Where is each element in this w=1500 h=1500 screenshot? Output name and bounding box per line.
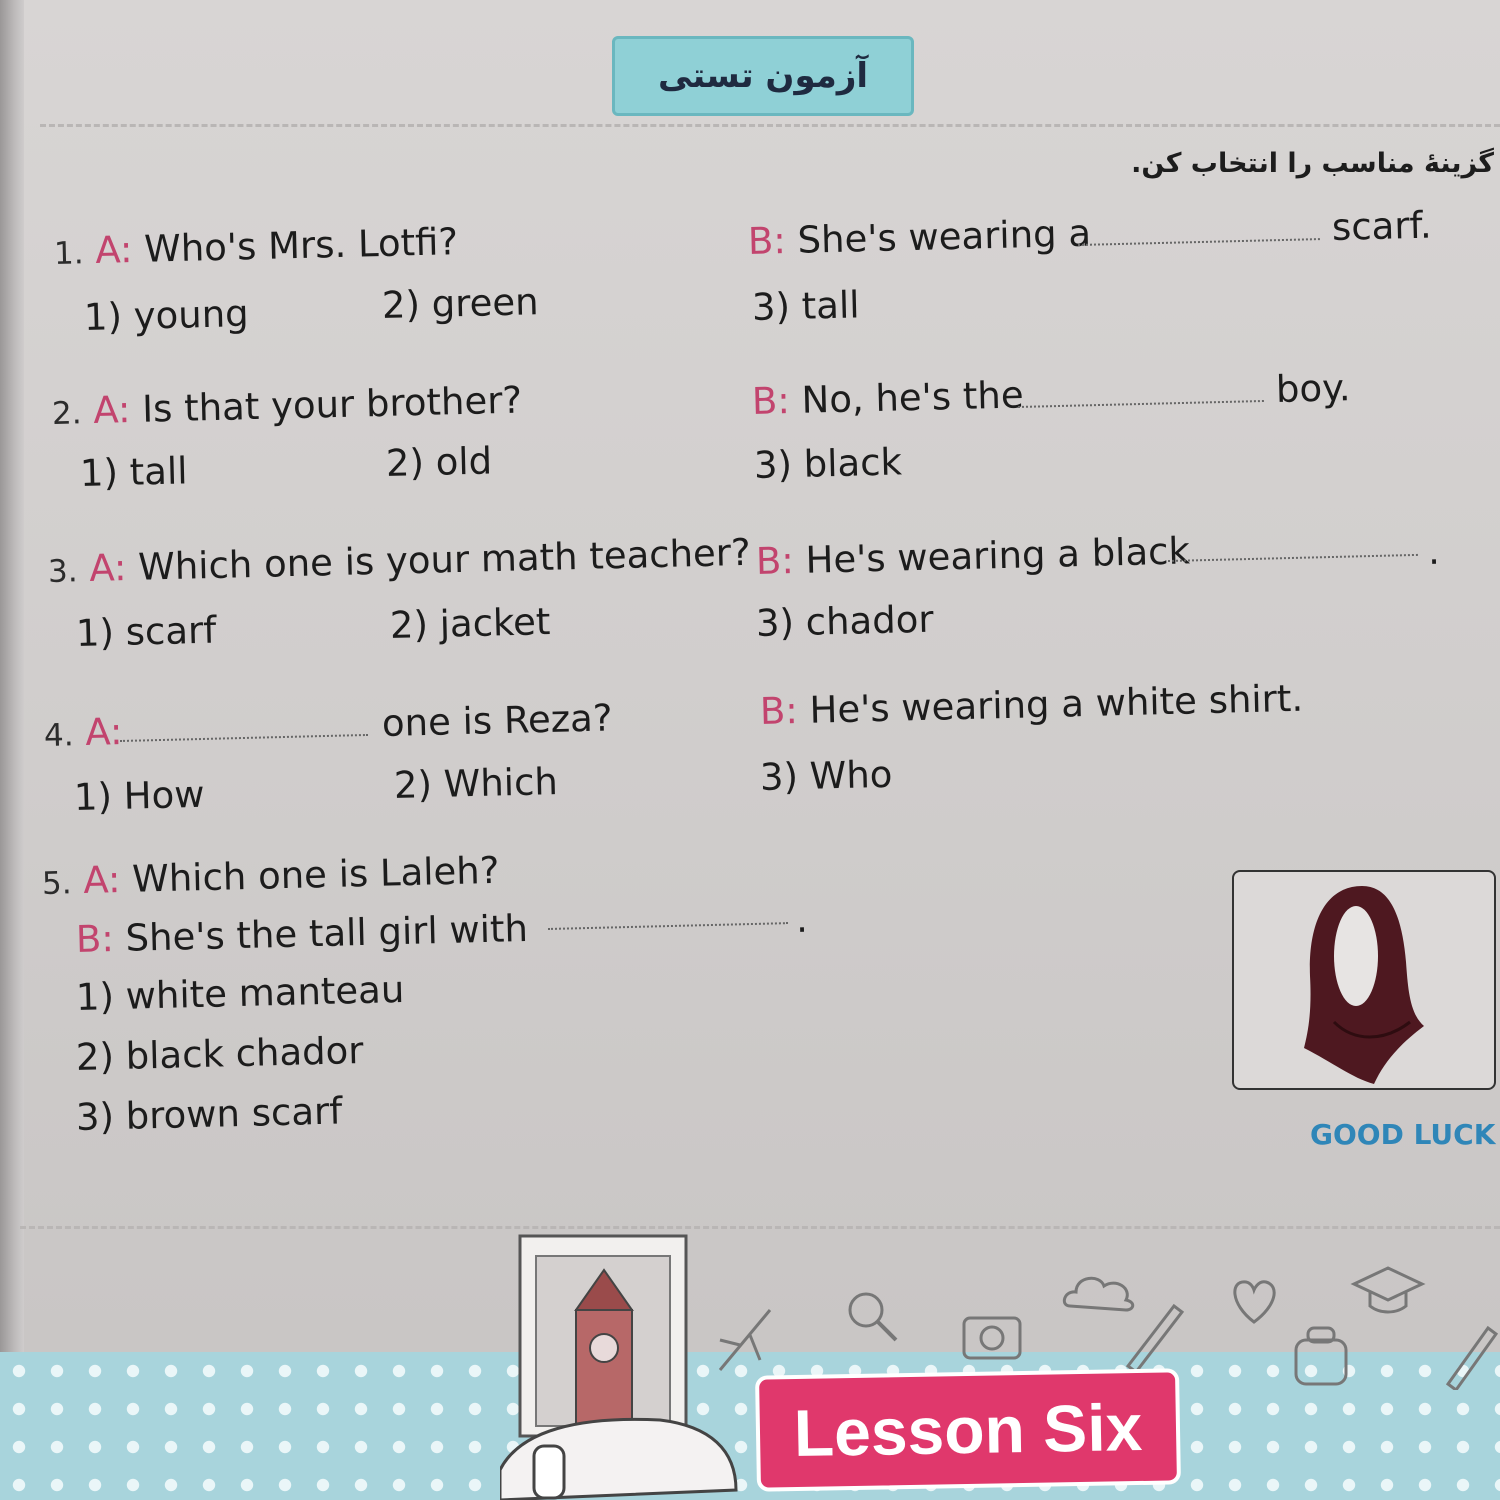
speaker-b-label: B: (75, 917, 115, 961)
graduation-cap-icon (1350, 1262, 1426, 1318)
question-number: 2. (51, 395, 83, 432)
answer-text: She's the tall girl with (125, 906, 529, 960)
heart-icon (1224, 1270, 1284, 1330)
magnifier-icon (842, 1286, 902, 1346)
question-4-a (43, 710, 123, 755)
option-1[interactable]: 1) young (83, 291, 250, 339)
backpack-icon (1286, 1320, 1356, 1390)
answer-text: He's wearing a black (805, 529, 1191, 582)
question-1-b (747, 212, 1091, 263)
option-3[interactable]: 3) tall (751, 283, 860, 329)
question-text: Is that your brother? (141, 378, 523, 431)
test-title-banner (612, 36, 914, 116)
scarf-picture-frame (1232, 870, 1496, 1090)
option-2[interactable]: 2) black chador (75, 1028, 364, 1079)
answer-suffix: boy. (1275, 366, 1352, 411)
question-number: 4. (43, 717, 75, 754)
good-luck-text: GOOD LUCK (1310, 1118, 1496, 1151)
lesson-banner (755, 1368, 1181, 1491)
speaker-a-label: A: (94, 228, 133, 272)
airplane-icon (710, 1300, 780, 1380)
question-number: 3. (47, 553, 79, 590)
question-number: 5. (41, 865, 73, 902)
big-ben-photo-icon (500, 1230, 740, 1500)
question-number: 1. (53, 235, 85, 272)
speaker-a-label: A: (84, 710, 123, 754)
question-text: Which one is your math teacher? (137, 530, 752, 589)
option-3[interactable]: 3) black (753, 440, 903, 487)
question-text: Which one is Laleh? (131, 848, 500, 901)
speaker-a-label: A: (92, 388, 131, 432)
marker-icon (1440, 1320, 1500, 1390)
speaker-b-label: B: (759, 689, 799, 733)
hijab-scarf-illustration (1234, 872, 1494, 1088)
speaker-b-label: B: (751, 379, 791, 423)
option-2[interactable]: 2) Which (393, 760, 559, 807)
question-text: Who's Mrs. Lotfi? (143, 220, 459, 271)
top-divider (40, 124, 1500, 127)
option-3[interactable]: 3) brown scarf (75, 1089, 343, 1139)
pencil-icon (1118, 1296, 1188, 1376)
answer-suffix: scarf. (1331, 203, 1433, 249)
option-2[interactable]: 2) old (385, 439, 493, 485)
lesson-title: Lesson Six (793, 1389, 1143, 1471)
option-2[interactable]: 2) jacket (389, 600, 551, 647)
question-2-b (751, 373, 1024, 423)
bottom-divider (20, 1226, 1500, 1229)
option-1[interactable]: 1) tall (79, 449, 188, 495)
option-2[interactable]: 2) green (381, 280, 540, 327)
camera-icon (960, 1306, 1024, 1362)
speaker-a-label: A: (88, 546, 127, 590)
test-title: آزمون تستی (657, 56, 869, 96)
instruction-text: گزینهٔ مناسب را انتخاب کن. (1131, 148, 1494, 179)
speaker-b-label: B: (747, 219, 787, 263)
answer-suffix: . (1427, 529, 1441, 573)
option-1[interactable]: 1) white manteau (75, 967, 405, 1019)
answer-text: No, he's the (801, 373, 1025, 422)
book-spine (0, 0, 24, 1500)
answer-suffix: . (795, 897, 809, 941)
option-3[interactable]: 3) Who (759, 752, 893, 799)
option-1[interactable]: 1) scarf (75, 608, 217, 655)
question-text: one is Reza? (381, 696, 613, 745)
speaker-a-label: A: (82, 858, 121, 902)
speaker-b-label: B: (755, 539, 795, 583)
option-3[interactable]: 3) chador (755, 597, 935, 645)
answer-text: He's wearing a white shirt. (809, 676, 1304, 732)
answer-text: She's wearing a (797, 211, 1092, 262)
option-1[interactable]: 1) How (73, 772, 205, 819)
